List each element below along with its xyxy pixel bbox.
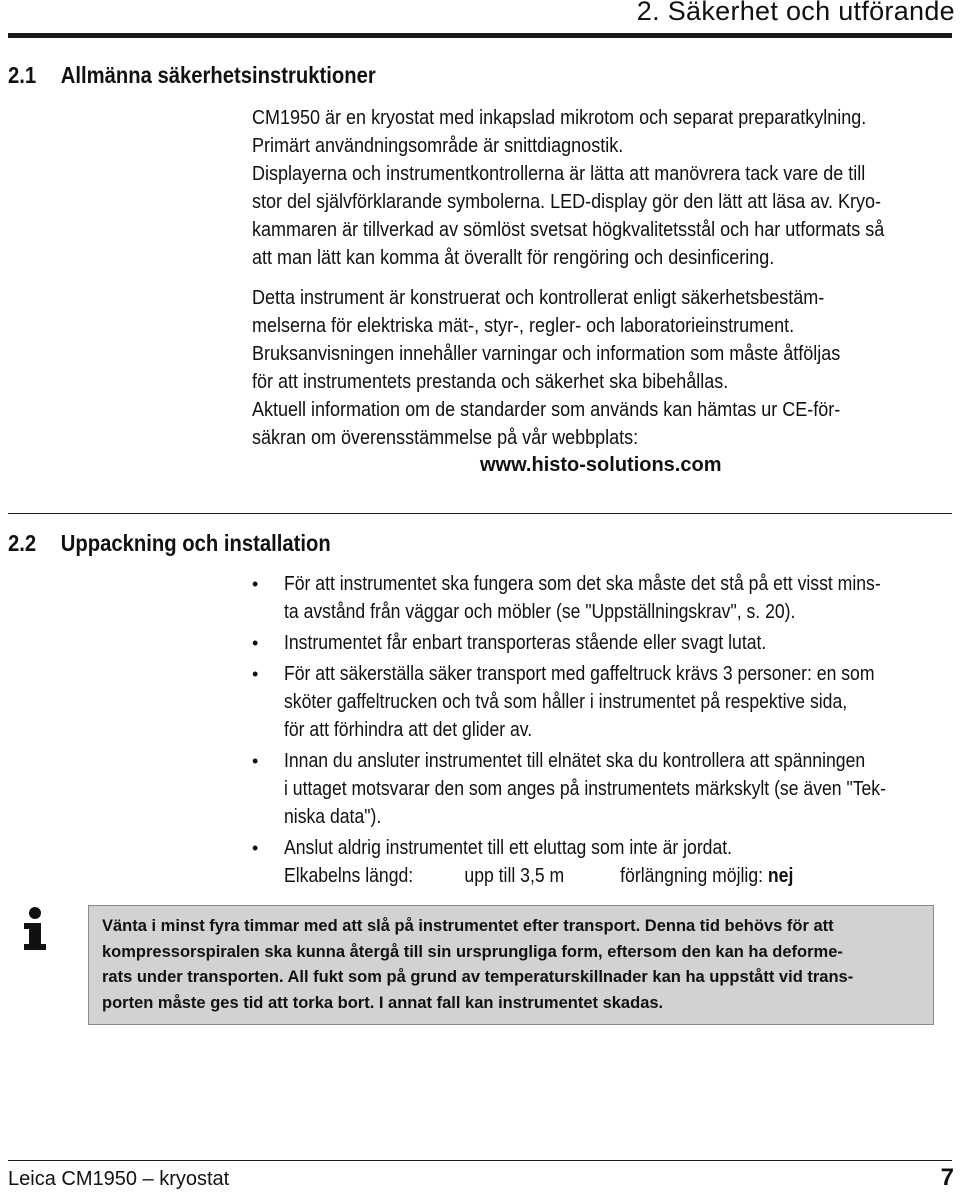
info-icon <box>12 906 58 952</box>
intro-paragraph <box>252 104 957 272</box>
bullet-icon: • <box>252 664 259 684</box>
text-line: För att instrumentet ska fungera som det ska måste det stå på ett visst mins- <box>284 573 881 595</box>
text-line: Instrumentet får enbart transporteras stående eller svagt lutat. <box>284 632 767 654</box>
text-line: CM1950 är en kryostat med inkapslad mikrotom och separat preparatkylning. <box>252 107 867 129</box>
notice-box <box>88 905 934 1025</box>
text-line: Displayerna och instrumentkontrollerna är lätta att manövrera tack vare de till <box>252 163 866 185</box>
footer-rule <box>8 1160 952 1161</box>
section-title: Allmänna säkerhetsinstruktioner <box>60 62 376 88</box>
text-line: att man lätt kan komma åt överallt för rengöring och desinficering. <box>252 247 775 269</box>
text-line: för att instrumentets prestanda och säkerhet ska bibehållas. <box>252 371 729 393</box>
cable-length-label: Elkabelns längd: <box>284 865 414 887</box>
page-number: 7 <box>940 1164 954 1191</box>
text-line: ta avstånd från väggar och möbler (se "Uppställningskrav", s. 20). <box>284 601 796 623</box>
cable-length-row <box>284 862 876 890</box>
section-heading-2-2 <box>8 530 331 557</box>
bullet-icon: • <box>252 574 259 594</box>
list-item <box>252 834 957 890</box>
text-line: kammaren är tillverkad av sömlöst svetsat högkvalitetsstål och har utformats så <box>252 219 885 241</box>
text-line: Innan du ansluter instrumentet till elnätet ska du kontrollera att spänningen <box>284 750 866 772</box>
header-rule <box>8 33 952 38</box>
chapter-title: 2. Säkerhet och utförande <box>636 0 955 26</box>
safety-paragraph <box>252 284 957 452</box>
section-number: 2.1 <box>8 62 37 88</box>
text-line: Detta instrument är konstruerat och kontrollerat enligt säkerhetsbestäm- <box>252 287 825 309</box>
list-item <box>252 747 957 831</box>
text-line: Aktuell information om de standarder som används kan hämtas ur CE-för- <box>252 399 841 421</box>
bullet-icon: • <box>252 838 259 858</box>
list-item <box>252 660 957 744</box>
text-line: Primärt användningsområde är snittdiagnostik. <box>252 135 624 157</box>
section-divider <box>8 513 952 514</box>
website-link[interactable]: www.histo-solutions.com <box>480 454 722 476</box>
extension-label: förlängning möjlig: <box>620 865 764 887</box>
text-line: sköter gaffeltrucken och två som håller i instrumentet på respektive sida, <box>284 691 848 713</box>
list-item <box>252 629 957 657</box>
bullet-icon: • <box>252 633 259 653</box>
notice-line: kompressorspiralen ska kunna återgå till sin ursprungliga form, eftersom den kan ha deforme- <box>102 942 843 961</box>
installation-list <box>252 570 957 893</box>
text-line: för att förhindra att det glider av. <box>284 719 533 741</box>
notice-line: rats under transporten. All fukt som på grund av temperaturskillnader kan ha uppstått vid trans- <box>102 968 854 986</box>
bullet-icon: • <box>252 751 259 771</box>
text-line: melserna för elektriska mät-, styr-, regler- och laboratorieinstrument. <box>252 315 795 337</box>
section-number: 2.2 <box>8 530 37 556</box>
text-line: För att säkerställa säker transport med gaffeltruck krävs 3 personer: en som <box>284 663 875 685</box>
notice-line: Vänta i minst fyra timmar med att slå på instrumentet efter transport. Denna tid behövs för att <box>102 917 834 935</box>
text-line: säkran om överensstämmelse på vår webbplats: <box>252 427 639 449</box>
notice-line: porten måste ges tid att torka bort. I annat fall kan instrumentet skadas. <box>102 993 664 1012</box>
text-line: i uttaget motsvarar den som anges på instrumentets märkskylt (se även "Tek- <box>284 778 886 800</box>
text-line: Bruksanvisningen innehåller varningar och information som måste åtföljas <box>252 343 841 365</box>
section-heading-2-1 <box>8 62 376 89</box>
text-line: Anslut aldrig instrumentet till ett eluttag som inte är jordat. <box>284 837 733 859</box>
text-line: stor del självförklarande symbolerna. LED-display gör den lätt att läsa av. Kryo- <box>252 191 881 213</box>
text-line: niska data"). <box>284 806 382 828</box>
extension-value: nej <box>767 865 794 887</box>
cable-length-value: upp till 3,5 m <box>464 865 565 887</box>
footer-product: Leica CM1950 – kryostat <box>8 1168 230 1190</box>
list-item <box>252 570 957 626</box>
section-title: Uppackning och installation <box>60 530 331 556</box>
